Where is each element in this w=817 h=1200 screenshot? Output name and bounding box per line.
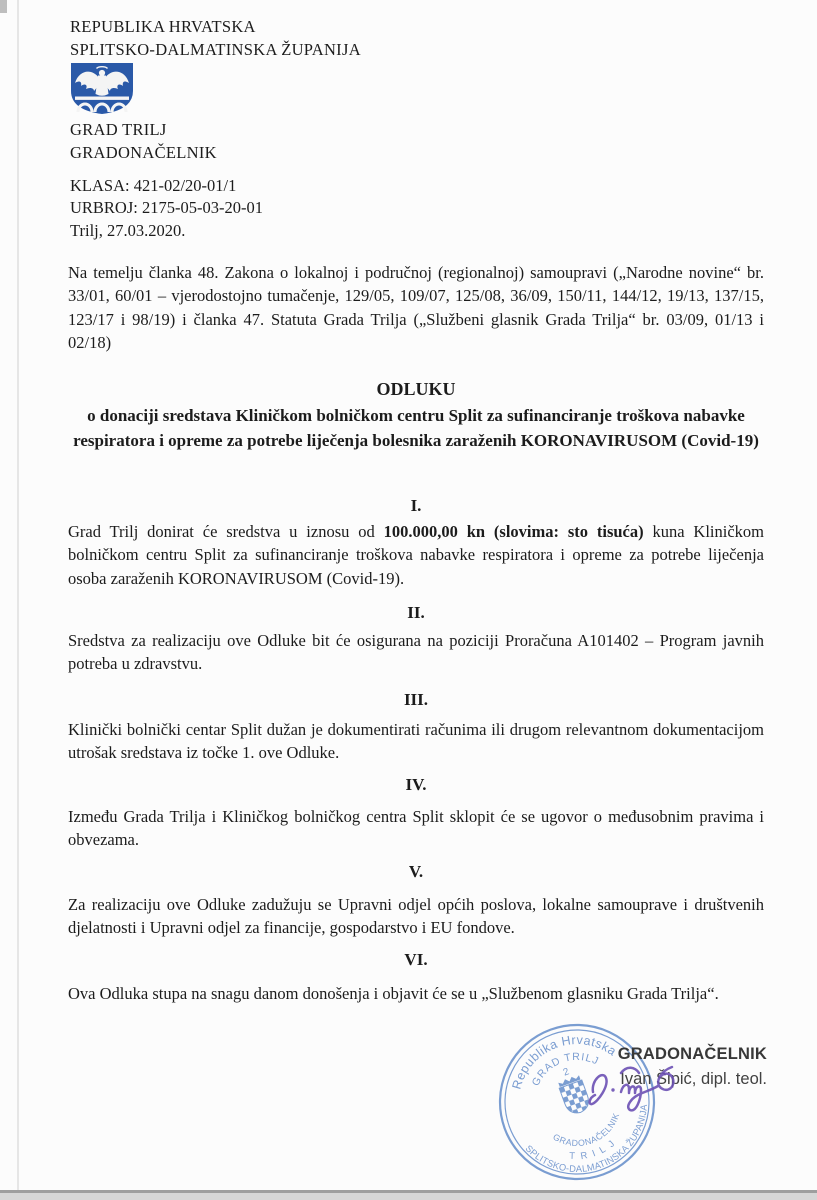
- stamp-inner-top-text: GRAD TRILJ: [529, 1050, 601, 1088]
- section-1-numeral: I.: [410, 496, 422, 515]
- urbroj-number: URBROJ: 2175-05-03-20-01: [70, 198, 263, 218]
- section-3-numeral: III.: [403, 690, 429, 709]
- place-and-date: Trilj, 27.03.2020.: [70, 220, 186, 240]
- section-1-text: [68, 520, 764, 590]
- section-2-text: Sredstva za realizaciju ove Odluke bit će osigurana na poziciji Proračuna A101402 – Program javnih potreba u zdravstvu.: [68, 631, 764, 674]
- scan-corner-artifact: [0, 0, 7, 13]
- stamp-city-text: TRILJ: [569, 1134, 622, 1163]
- section-2-numeral: II.: [407, 603, 425, 622]
- section-3-text: Klinički bolnički centar Split dužan je dokumentirati računima ili drugom relevantnom dokumentacijom utrošak sredstava iz točke 1. ove Odluke.: [68, 720, 764, 763]
- stamp-number: 2: [561, 1066, 571, 1079]
- scan-fold-line: [17, 0, 19, 1190]
- signer-name: Ivan Šipić, dipl. teol.: [620, 1070, 767, 1088]
- section-1-text-before: Grad Trilj donirat će sredstva u iznosu od: [68, 522, 384, 541]
- document-subtitle: o donaciji sredstava Kliničkom bolničkom centru Split za sufinanciranje troškova nabavke respiratora i opreme za potrebe liječenja bolesnika zaraženih KORONAVIRUSOM (Covid-19): [73, 406, 759, 450]
- donation-amount: 100.000,00 kn (slovima: sto tisuća): [383, 522, 644, 541]
- county-name: SPLITSKO-DALMATINSKA ŽUPANIJA: [70, 40, 361, 59]
- office-name: GRADONAČELNIK: [70, 143, 217, 162]
- stamp-outer-top-text: Republika Hrvatska: [509, 1032, 620, 1091]
- reference-block: [70, 175, 263, 242]
- scan-bottom-edge: [0, 1190, 817, 1200]
- letterhead-top: [70, 15, 361, 61]
- stamp-outer-bottom-text: SPLITSKO-DALMATINSKA ŽUPANIJA: [523, 1103, 650, 1175]
- section-1-text-after: kuna Kliničkom bolničkom centru Split za sufinanciranje troškova nabavke respiratora i opreme za potrebe liječenja osoba zaraženih KORONAVIRUSOM (Covid-19).: [68, 522, 764, 588]
- stamp-inner-bottom-text: GRADONAČELNIK: [551, 1111, 622, 1149]
- section-4-numeral: IV.: [405, 775, 427, 794]
- klasa-number: KLASA: 421-02/20-01/1: [70, 176, 237, 195]
- trilj-coat-of-arms-icon: [70, 62, 134, 115]
- section-4-text: Između Grada Trilja i Kliničkog bolničkog centra Split sklopit će se ugovor o međusobnim pravima i obvezama.: [68, 807, 764, 850]
- document-title: ODLUKU: [376, 379, 456, 399]
- signer-title: GRADONAČELNIK: [617, 1045, 767, 1063]
- section-6-text: Ova Odluka stupa na snagu danom donošenja i objavit će se u „Službenom glasniku Grada Trilja“.: [68, 984, 719, 1003]
- country-name: REPUBLIKA HRVATSKA: [70, 17, 256, 36]
- section-5-numeral: V.: [408, 862, 424, 881]
- city-name: GRAD TRILJ: [70, 120, 167, 139]
- letterhead-issuer: [70, 118, 217, 164]
- section-6-numeral: VI.: [404, 950, 428, 969]
- section-5-text: Za realizaciju ove Odluke zadužuju se Upravni odjel općih poslova, lokalne samouprave i društvenih djelatnosti i Upravni odjel za financije, gospodarstvo i EU fondove.: [68, 895, 764, 938]
- handwritten-signature: [577, 1058, 695, 1132]
- legal-preamble: Na temelju članka 48. Zakona o lokalnoj i područnoj (regionalnoj) samoupravi („Narodne novine“ br. 33/01, 60/01 – vjerodostojno tumačenje, 129/05, 109/07, 125/08, 36/09, 150/11, 144/12, 19/13, 137/15, 123/17 i 98/19) i članka 47. Statuta Grada Trilja („Službeni glasnik Grada Trilja“ br. 03/09, 01/13 i 02/18): [68, 263, 764, 352]
